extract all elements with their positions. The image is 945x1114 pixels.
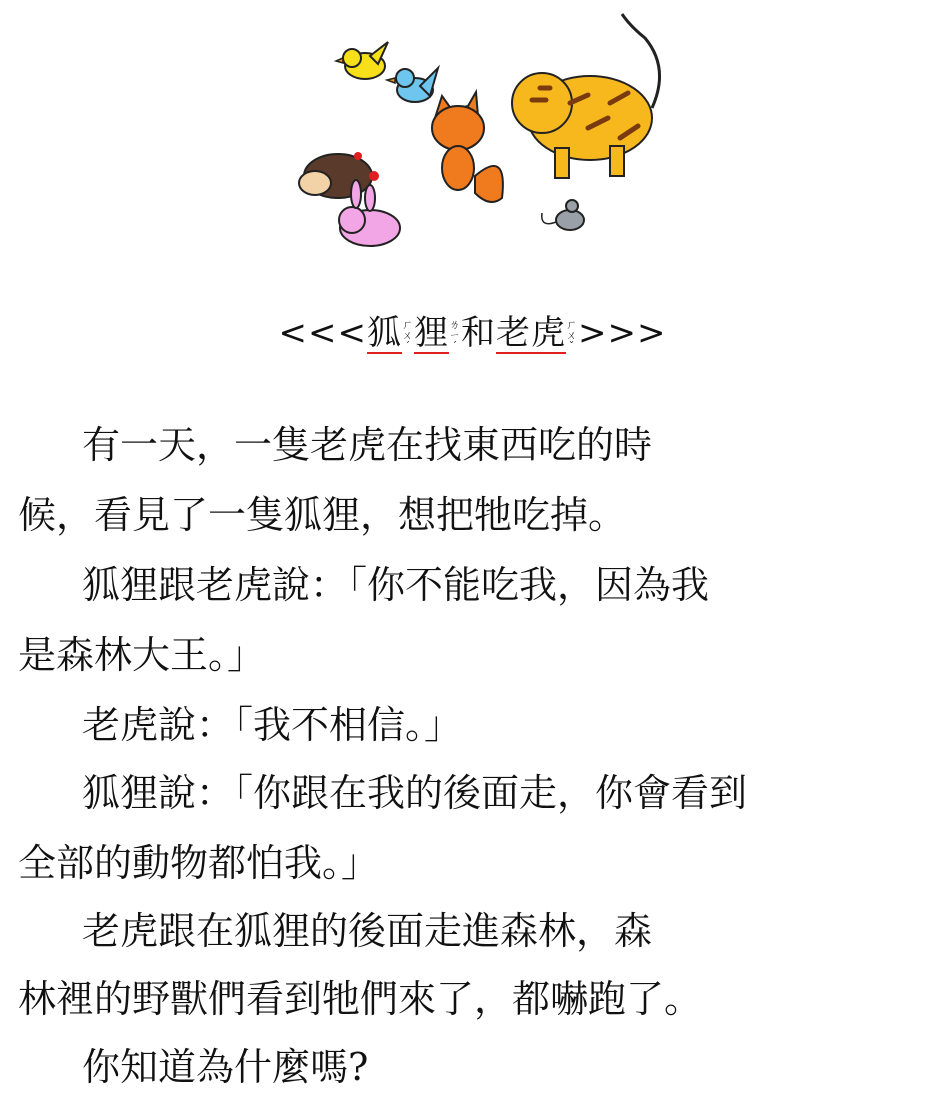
story-line-5: 老虎說：「我不相信。」 — [82, 703, 463, 747]
story-line-3: 狐狸跟老虎說：「你不能吃我，因為我 — [82, 563, 710, 607]
story-line-2: 候，看見了一隻狐狸，想把牠吃掉。 — [18, 493, 627, 537]
story-line-4: 是森林大王。」 — [18, 633, 266, 677]
story-line-8: 老虎跟在狐狸的後面走進森林，森 — [82, 909, 653, 953]
story-illustration — [270, 8, 670, 270]
fox-icon — [432, 92, 503, 202]
story-title — [0, 305, 945, 354]
title-suffix: >>> — [578, 313, 667, 353]
title-char: 狐 — [367, 313, 402, 353]
story-line-1: 有一天，一隻老虎在找東西吃的時 — [82, 423, 653, 467]
title-char: 和 — [461, 313, 496, 353]
story-line-6: 狐狸說：「你跟在我的後面走，你會看到 — [82, 771, 748, 815]
story-line-10: 你知道為什麼嗎? — [82, 1045, 369, 1089]
zhuyin: ㄏㄨˇ — [566, 317, 578, 353]
tiger-icon — [512, 14, 660, 178]
mouse-icon — [542, 200, 584, 230]
title-char: 狸 — [414, 313, 449, 353]
story-line-7: 全部的動物都怕我。」 — [18, 841, 380, 885]
title-char: 虎 — [531, 313, 566, 353]
title-prefix: <<< — [278, 313, 367, 353]
yellow-bird-icon — [336, 42, 388, 79]
title-char: 老 — [496, 313, 531, 353]
zhuyin: ㄏㄨˊ — [402, 317, 414, 353]
story-line-9: 林裡的野獸們看到牠們來了，都嚇跑了。 — [18, 977, 703, 1021]
zhuyin: ㄌㄧˊ — [449, 317, 461, 353]
blue-bird-icon — [387, 68, 438, 102]
